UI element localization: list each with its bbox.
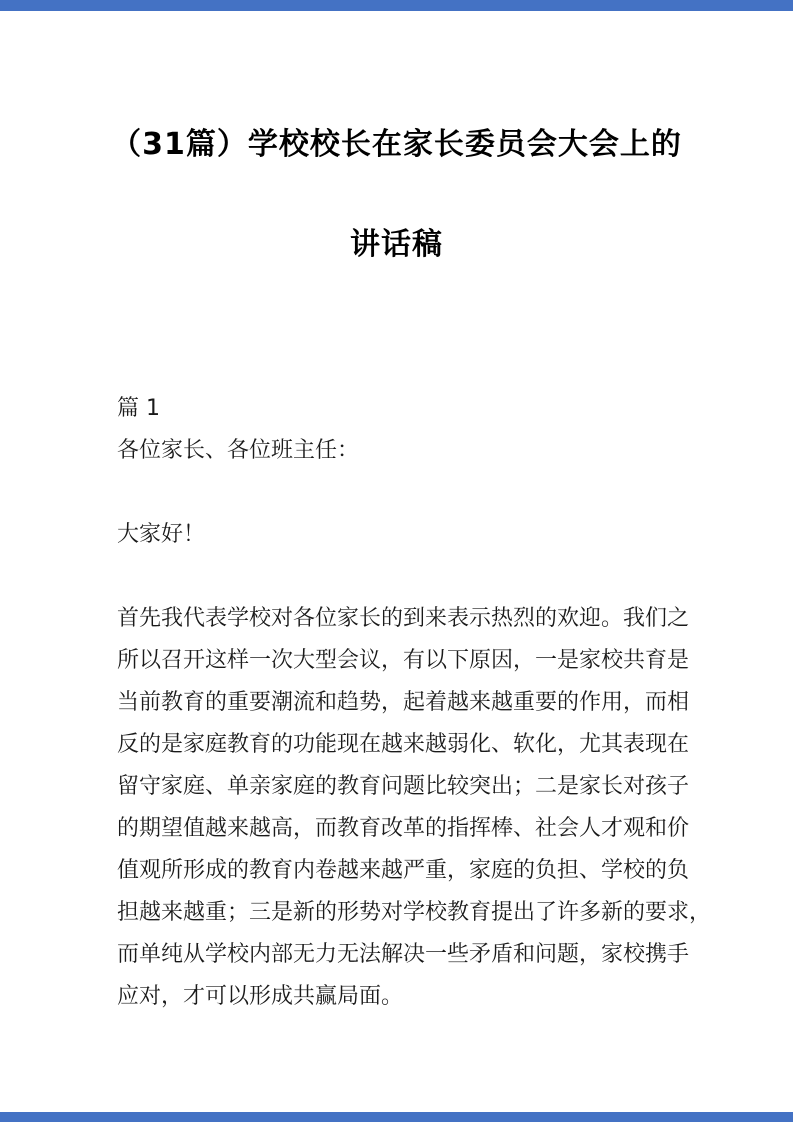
page-top-accent-bar: [0, 0, 793, 11]
page-bottom-accent-bar: [0, 1112, 793, 1122]
paragraph-line: 留守家庭、单亲家庭的教育问题比较突出；二是家长对孩子: [117, 774, 690, 799]
blank-line: [117, 472, 679, 514]
paragraph-line: 的期望值越来越高，而教育改革的指挥棒、社会人才观和价: [117, 816, 690, 841]
greeting-line: 大家好！: [117, 522, 206, 547]
paragraph-line: 而单纯从学校内部无力无法解决一些矛盾和问题，家校携手: [117, 942, 690, 967]
paragraph-line: 反的是家庭教育的功能现在越来越弱化、软化，尤其表现在: [117, 732, 690, 757]
paragraph-line: 所以召开这样一次大型会议，有以下原因，一是家校共育是: [117, 648, 690, 673]
document-title-line-1: （31篇）学校校长在家长委员会大会上的: [111, 127, 682, 162]
paragraph-line: 担越来越重；三是新的形势对学校教育提出了许多新的要求，: [117, 900, 712, 925]
document-title-line-2: 讲话稿: [350, 227, 443, 262]
document-body: [117, 388, 712, 1018]
salutation-line: 各位家长、各位班主任：: [117, 438, 360, 463]
paragraph-line: 值观所形成的教育内卷越来越严重，家庭的负担、学校的负: [117, 858, 690, 883]
paragraph-line: 当前教育的重要潮流和趋势，起着越来越重要的作用，而相: [117, 690, 690, 715]
paragraph-line: 应对，才可以形成共赢局面。: [117, 984, 404, 1009]
paragraph-line: 首先我代表学校对各位家长的到来表示热烈的欢迎。我们之: [117, 606, 690, 631]
blank-line: [117, 556, 679, 598]
section-label: 篇 1: [117, 396, 160, 421]
